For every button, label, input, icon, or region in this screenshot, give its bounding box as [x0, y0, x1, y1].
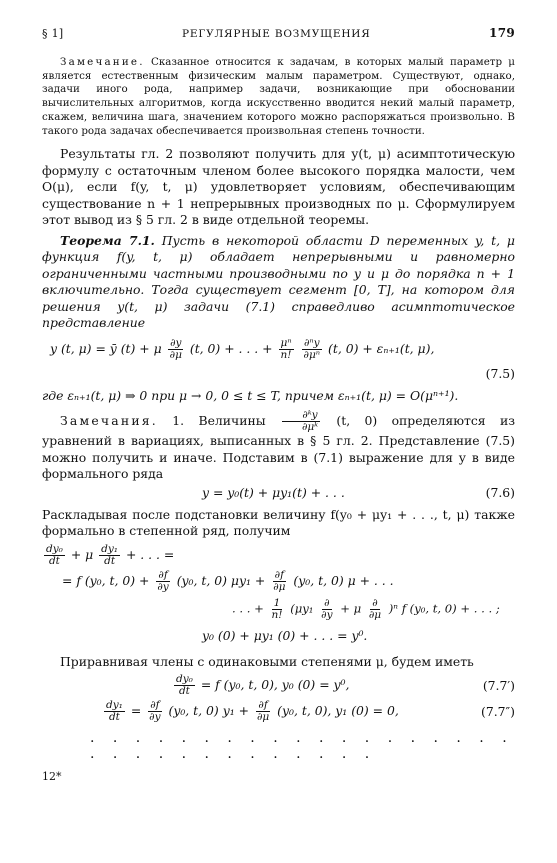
series-l1-mu: + μ: [70, 546, 94, 562]
eq77a-rest: = f (y₀, t, 0), y₀ (0) = y⁰,: [200, 677, 350, 693]
eq77b-frac-1: [104, 700, 125, 723]
eq75-frac-1-num: ∂y: [170, 336, 182, 349]
remarks-frac: [282, 410, 320, 433]
series-l2-num2: ∂f: [274, 568, 284, 581]
series-l3-e: )ⁿ f (y₀, t, 0) + . . . ;: [388, 601, 500, 616]
page-number: 179: [489, 26, 515, 40]
eq75-frac-1-den: ∂μ: [169, 348, 182, 361]
eq77b-den1: dt: [108, 711, 120, 724]
eq75-frac-3-den: ∂μⁿ: [303, 348, 321, 361]
eq77b-num2: ∂f: [150, 699, 160, 712]
remark-text: Сказанное относится к задачам, в которых малый параметр μ является естественным физическим малым параметром. Существуют, однако, задачи иного рода, например задачи, возникающие при обосновании вычислительных алгоритмов, когда искусственно вводится некий малый параметр, скажем, величина шага, значением которого можно распоряжаться произвольно. В такого рода задачах обеспечивается произвольная степень точности.: [42, 56, 516, 137]
remark-paragraph: [42, 56, 515, 138]
eq77b-frac-2: [147, 700, 162, 723]
eq75-lhs: y (t, μ) = ȳ (t) + μ: [50, 340, 162, 356]
eq77b-mid: (y₀, t, 0) y₁ +: [168, 703, 249, 719]
eq76-text: y = y₀(t) + μy₁(t) + . . .: [202, 484, 345, 500]
eq77a-den: dt: [178, 685, 190, 698]
eq77b-den3: ∂μ: [256, 711, 270, 724]
eq77a-frac: [174, 674, 195, 697]
series-l3-c: + μ: [340, 601, 362, 616]
remark-lead: Замечание.: [60, 56, 145, 68]
continuation-dots: . . . . . . . . . . . . . . . . . . . . . . . . . . . . . . . .: [90, 730, 514, 763]
series-l2-c: (y₀, t, 0) μ + . . .: [293, 572, 394, 588]
equating-paragraph: Приравнивая члены с одинаковыми степенями μ, будем иметь: [60, 653, 474, 669]
series-line-3: [42, 598, 515, 628]
expanding-paragraph: Раскладывая после подстановки величину f(y₀ + μy₁ + . . ., t, μ) также формально в степенной ряд, получим: [42, 506, 515, 539]
series-l2-den2: ∂μ: [273, 580, 286, 593]
equation-7-7-double-prime: $\frac{\text{dy₁}}{dt}$ = $\frac{\partial f}{\partial y}$ (y₀, t, 0) y₁ + $\frac{\partial f}{\partial\mu}$ (y₀, t, 0), y₁ (0) = 0, (7.7″): [106, 699, 515, 724]
equation-7-7-prime: [42, 674, 515, 700]
series-l3-den1: ∂y: [321, 608, 333, 621]
series-l3-num1: ∂: [324, 596, 330, 609]
series-l3-den2: ∂μ: [368, 608, 382, 621]
series-l2-frac-1: [155, 570, 170, 593]
series-l2-num1: ∂f: [158, 568, 168, 581]
remarks-text-1: 1. Величины: [172, 413, 266, 429]
series-frac-dy1: [99, 544, 120, 567]
remarks-lead: Замечания.: [60, 413, 158, 429]
where-line: где εₙ₊₁(t, μ) ⇒ 0 при μ → 0, 0 ≤ t ≤ T, причем εₙ₊₁(t, μ) = O(μⁿ⁺¹).: [42, 387, 459, 403]
series-l1-den2: dt: [104, 554, 116, 567]
running-title: РЕГУЛЯРНЫЕ ВОЗМУЩЕНИЯ: [182, 28, 371, 40]
eq77b-rest: (y₀, t, 0), y₁ (0) = 0,: [277, 703, 399, 719]
eq75-frac-2-num: μⁿ: [280, 336, 292, 349]
theorem-lead: Теорема 7.1.: [60, 232, 155, 248]
series-l3-num: 1: [273, 596, 281, 609]
series-frac-dy0: [44, 544, 65, 567]
series-line-2: [42, 570, 515, 598]
remarks-paragraph: [42, 410, 515, 483]
equation-7-5: [42, 338, 515, 382]
series-l1-tail: + . . . =: [125, 546, 175, 562]
eq75-frac-1: [168, 338, 184, 361]
series-l3-frac-2: [319, 598, 334, 621]
series-line-1: [42, 544, 515, 570]
series-l3-den: n!: [271, 608, 283, 621]
eq75-mid: (t, 0) + . . . +: [189, 340, 273, 356]
series-l2-b: (y₀, t, 0) μy₁ +: [176, 572, 266, 588]
theorem-text: Пусть в некоторой области D переменных y, t, μ функция f(y, t, μ) обладает непрерывными и равномерно ограниченными частными производными по y и μ до порядка n + 1 включительно. Тогда существует сегмент [0, T], на котором для решения y(t, μ) задачи (7.1) справедливо асимптотическое представление: [42, 232, 515, 331]
remarks-frac-num: ∂ᵏy: [282, 410, 319, 422]
eq77b-number: (7.7″): [480, 704, 515, 720]
theorem-7-1: [42, 233, 515, 332]
section-mark: § 1]: [42, 27, 64, 40]
series-l4: y₀ (0) + μy₁ (0) + . . . = y⁰.: [202, 627, 368, 643]
series-l3-frac-3: [367, 598, 383, 621]
series-l1-den1: dt: [48, 554, 60, 567]
series-l3-num2: ∂: [372, 596, 378, 609]
eq77b-num1: dy₁: [106, 699, 123, 712]
eq76-number: (7.6): [485, 484, 515, 500]
series-l3-a: . . . +: [232, 601, 264, 616]
eq77a-num: dy₀: [176, 673, 193, 686]
eq77a-number: (7.7′): [482, 678, 515, 694]
running-head: [42, 26, 515, 40]
results-paragraph: Результаты гл. 2 позволяют получить для y(t, μ) асимптотическую формулу с остаточным членом более высокого порядка малости, чем O(μ), если f(y, t, μ) удовлетворяет условиям, обеспечивающим существование n + 1 непрерывных производных по μ. Сформулируем этот вывод из § 5 гл. 2 в виде отдельной теоремы.: [42, 146, 515, 228]
eq77b-num3: ∂f: [258, 699, 268, 712]
eq75-frac-2-den: n!: [280, 348, 292, 361]
series-l3-frac-1: [270, 598, 285, 621]
remarks-text-2: (t, 0) определяются из уравнений в вариациях, выписанных в § 5 гл. 2. Представление (7.5) можно получить и иначе. Подставим в (7.1) выражение для y в виде формального ряда: [42, 413, 515, 482]
series-l2-frac-2: [271, 570, 287, 593]
series-l2-a: = f (y₀, t, 0) +: [62, 572, 150, 588]
eq77b-den2: ∂y: [149, 711, 161, 724]
eq75-frac-3-num: ∂ⁿy: [303, 336, 320, 349]
series-initial-condition: [42, 628, 515, 648]
equation-7-6: [42, 485, 515, 503]
eq75-rhs: (t, 0) + εₙ₊₁(t, μ),: [328, 340, 435, 356]
eq77b-frac-3: [255, 700, 271, 723]
series-l3-b: (μy₁: [290, 601, 314, 616]
eq75-frac-3: [302, 338, 323, 361]
signature-mark: 12*: [42, 770, 62, 784]
remarks-frac-den: ∂μᵏ: [301, 421, 319, 434]
eq75-number: (7.5): [485, 365, 515, 381]
series-l1-num1: dy₀: [46, 542, 63, 555]
series-l2-den1: ∂y: [157, 580, 169, 593]
eq75-frac-2: [279, 338, 294, 361]
series-l1-num2: dy₁: [101, 542, 119, 555]
